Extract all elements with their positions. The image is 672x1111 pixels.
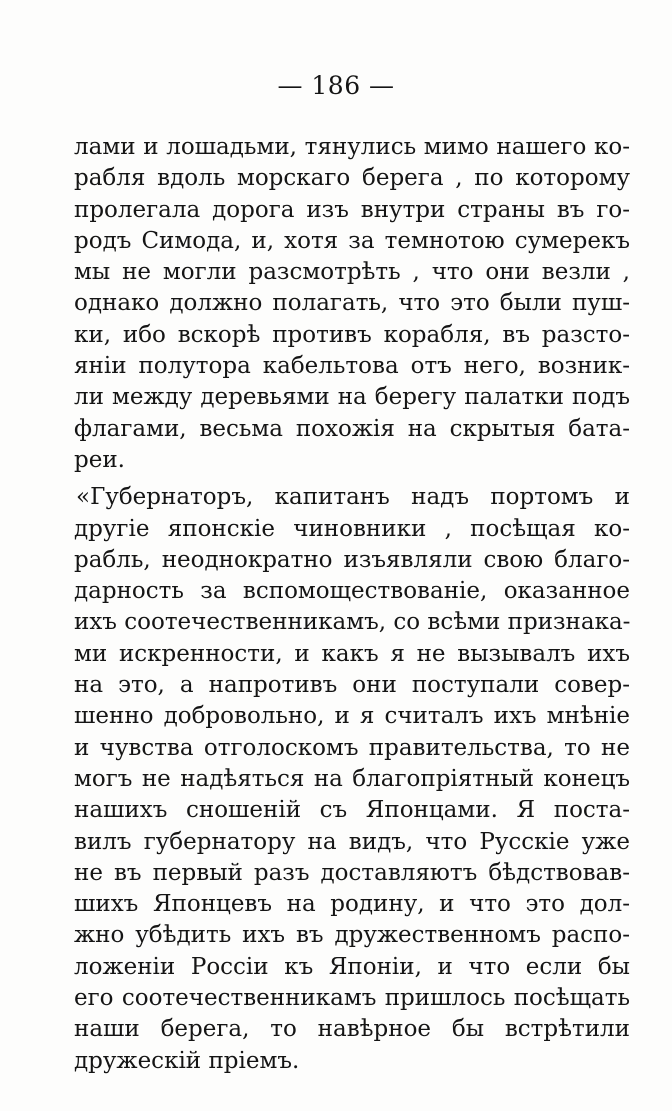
page-number: — 186 — [277,71,395,100]
body-text [74,132,630,1077]
text-line: нашихъ сношеній съ Японцами. Я поста- [74,797,630,824]
text-line: дарность за вспомоществованіе, оказанное [74,578,630,605]
text-line: «Губернаторъ, капитанъ надъ портомъ и [76,484,630,511]
text-line: наши берега, то навѣрное бы встрѣтили [74,1016,630,1043]
text-line: шенно добровольно, и я считалъ ихъ мнѣніе [74,703,630,730]
text-line: флагами, весьма похожія на скрытыя бата- [74,415,630,442]
text-line: ли между деревьями на берегу палатки подъ [74,384,630,411]
text-line: его соотечественникамъ пришлось посѣщать [74,985,630,1012]
text-line: вилъ губернатору на видъ, что Русскіе уже [74,828,630,855]
text-line: реи. [74,446,125,473]
text-line: могъ не надѣяться на благопріятный конецъ [74,765,630,792]
text-line: рабля вдоль морскаго берега , по которому [74,165,630,192]
text-line: ми искренности, и какъ я не вызывалъ ихъ [74,640,630,667]
text-line: пролегала дорога изъ внутри страны въ го- [74,196,630,223]
paragraph [74,482,630,1077]
text-line: другіе японскіе чиновники , посѣщая ко- [74,515,630,542]
paragraph [74,132,630,476]
text-line: не въ первый разъ доставляютъ бѣдствовав- [74,859,630,886]
text-line: жно убѣдить ихъ въ дружественномъ распо- [74,922,630,949]
text-line: дружескій пріемъ. [74,1047,300,1074]
text-line: рабль, неоднократно изъявляли свою благо- [74,546,630,573]
text-line: однако должно полагать, что это были пуш- [74,290,630,317]
text-line: яніи полутора кабельтова отъ него, возник- [74,353,630,380]
text-line: ки, ибо вскорѣ противъ корабля, въ разсто- [74,321,630,348]
text-line: ложеніи Россіи къ Японіи, и что если бы [74,953,630,980]
text-line: лами и лошадьми, тянулись мимо нашего ко- [74,134,630,160]
text-line: мы не могли разсмотрѣть , что они везли , [74,259,630,286]
text-line: ихъ соотечественникамъ, со всѣми признака- [74,609,630,636]
text-line: и чувства отголоскомъ правительства, то не [74,734,630,761]
text-line: родъ Симода, и, хотя за темнотою сумерекъ [74,227,630,254]
text-line: на это, а напротивъ они поступали совер- [74,672,630,699]
text-line: шихъ Японцевъ на родину, и что это дол- [74,891,630,918]
